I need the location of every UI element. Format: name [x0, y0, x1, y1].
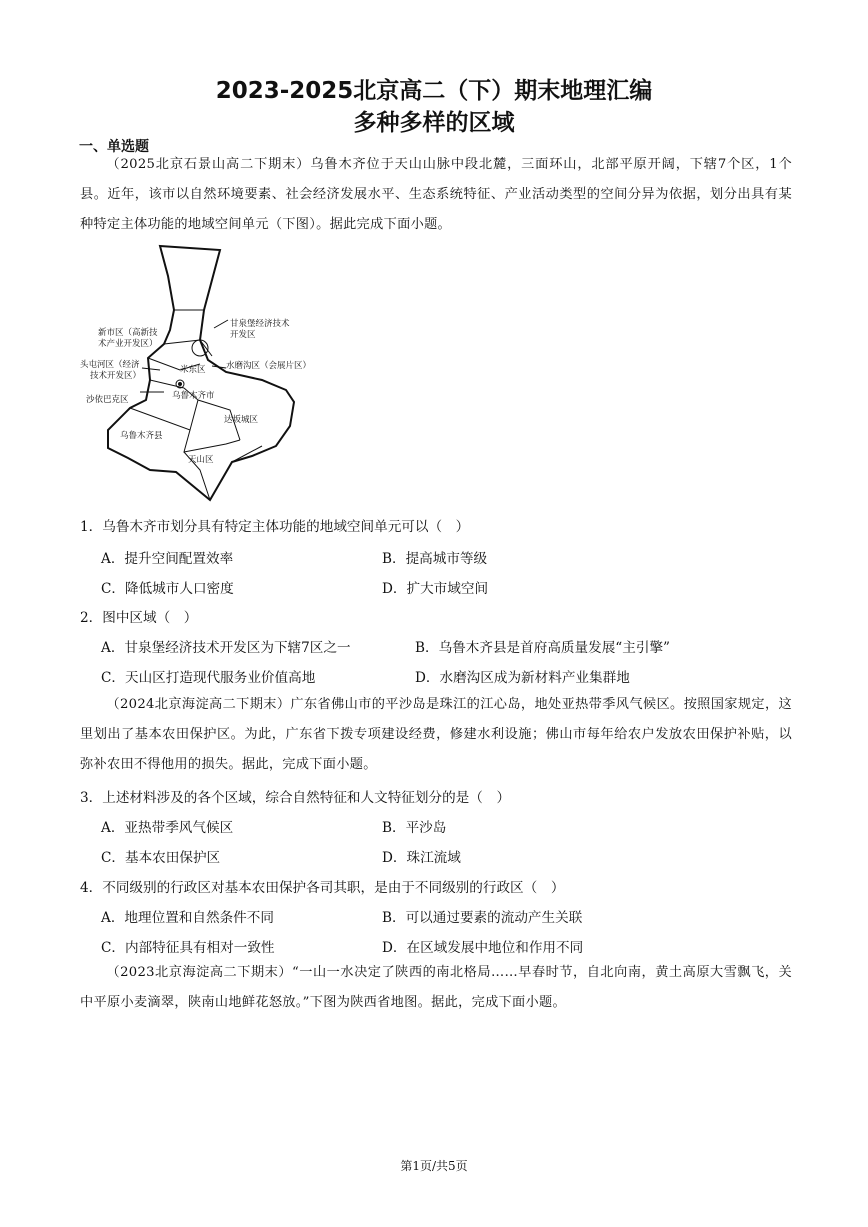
map-label-tianshan: 天山区 [188, 455, 214, 465]
question-3-option-c: C．基本农田保护区 [101, 850, 221, 866]
map-label-ganquanpu: 甘泉堡经济技术 [230, 319, 290, 329]
map-label-ganquanpu-2: 开发区 [230, 330, 256, 340]
passage-2: （2024北京海淀高二下期末）广东省佛山市的平沙岛是珠江的江心岛，地处亚热带季风气候区。按照国家规定，这里划出了基本农田保护区。为此，广东省下拨专项建设经费，修建水利设施；佛山市每年给农户发放农田保护补贴，以弥补农田不得他用的损失。据此，完成下面小题。 [80, 697, 792, 772]
question-3-stem: 3．上述材料涉及的各个区域，综合自然特征和人文特征划分的是（ ） [80, 790, 511, 806]
question-2-option-c: C．天山区打造现代服务业价值高地 [101, 670, 316, 686]
question-1-option-a: A．提升空间配置效率 [101, 551, 234, 567]
passage-3: （2023北京海淀高二下期末）“一山一水决定了陕西的南北格局……早春时节，自北向南，黄土高原大雪飘飞，关中平原小麦滴翠，陕南山地鲜花怒放。”下图为陕西省地图。据此，完成下面小题。 [80, 965, 792, 1010]
question-1-stem: 1．乌鲁木齐市划分具有特定主体功能的地域空间单元可以（ ） [80, 519, 470, 535]
question-1-option-b: B．提高城市等级 [382, 551, 488, 567]
question-4-stem: 4．不同级别的行政区对基本农田保护各司其职，是由于不同级别的行政区（ ） [80, 880, 565, 896]
question-4-option-c: C．内部特征具有相对一致性 [101, 940, 275, 956]
map-label-wulumuqishi: 乌鲁木齐市 [172, 391, 215, 401]
urumqi-district-map [80, 240, 342, 502]
page-title: 2023-2025北京高二（下）期末地理汇编 [215, 78, 653, 104]
question-3-option-d: D．珠江流域 [382, 850, 461, 866]
question-1-option-c: C．降低城市人口密度 [101, 581, 234, 597]
question-4-option-a: A．地理位置和自然条件不同 [101, 910, 274, 926]
map-label-xinshi-2: 术产业开发区） [98, 339, 158, 349]
question-3-option-a: A．亚热带季风气候区 [101, 820, 234, 836]
map-label-midong: 米东区 [180, 365, 206, 375]
map-label-toutunhe: 头屯河区（经济 [80, 360, 140, 370]
map-label-wulumuqixian: 乌鲁木齐县 [120, 431, 163, 441]
section-heading: 一、单选题 [79, 139, 149, 155]
map-label-toutunhe-2: 技术开发区） [90, 371, 142, 381]
map-label-dabancheng: 达坂城区 [224, 415, 259, 425]
question-4-option-b: B．可以通过要素的流动产生关联 [382, 910, 583, 926]
map-label-shayibake: 沙依巴克区 [86, 395, 129, 405]
question-2-stem: 2．图中区域（ ） [80, 610, 198, 626]
question-1-option-d: D．扩大市域空间 [382, 581, 489, 597]
question-3-option-b: B．平沙岛 [382, 820, 447, 836]
page-subtitle: 多种多样的区域 [353, 110, 515, 136]
map-label-shuimogou: 水磨沟区（会展片区） [226, 361, 312, 371]
map-label-xinshi: 新市区（高新技 [98, 328, 158, 338]
question-2-option-a: A．甘泉堡经济技术开发区为下辖7区之一 [101, 640, 351, 656]
question-2-option-b: B．乌鲁木齐县是首府高质量发展“主引擎” [415, 640, 670, 656]
question-2-option-d: D．水磨沟区成为新材料产业集群地 [415, 670, 630, 686]
passage-1: （2025北京石景山高二下期末）乌鲁木齐位于天山山脉中段北麓，三面环山，北部平原开阔，下辖7个区，1个县。近年，该市以自然环境要素、社会经济发展水平、生态系统特征、产业活动类型的空间分异为依据，划分出具有某种特定主体功能的地域空间单元（下图）。据此完成下面小题。 [80, 157, 792, 232]
question-4-option-d: D．在区域发展中地位和作用不同 [382, 940, 584, 956]
page-footer: 第1页/共5页 [400, 1159, 468, 1173]
